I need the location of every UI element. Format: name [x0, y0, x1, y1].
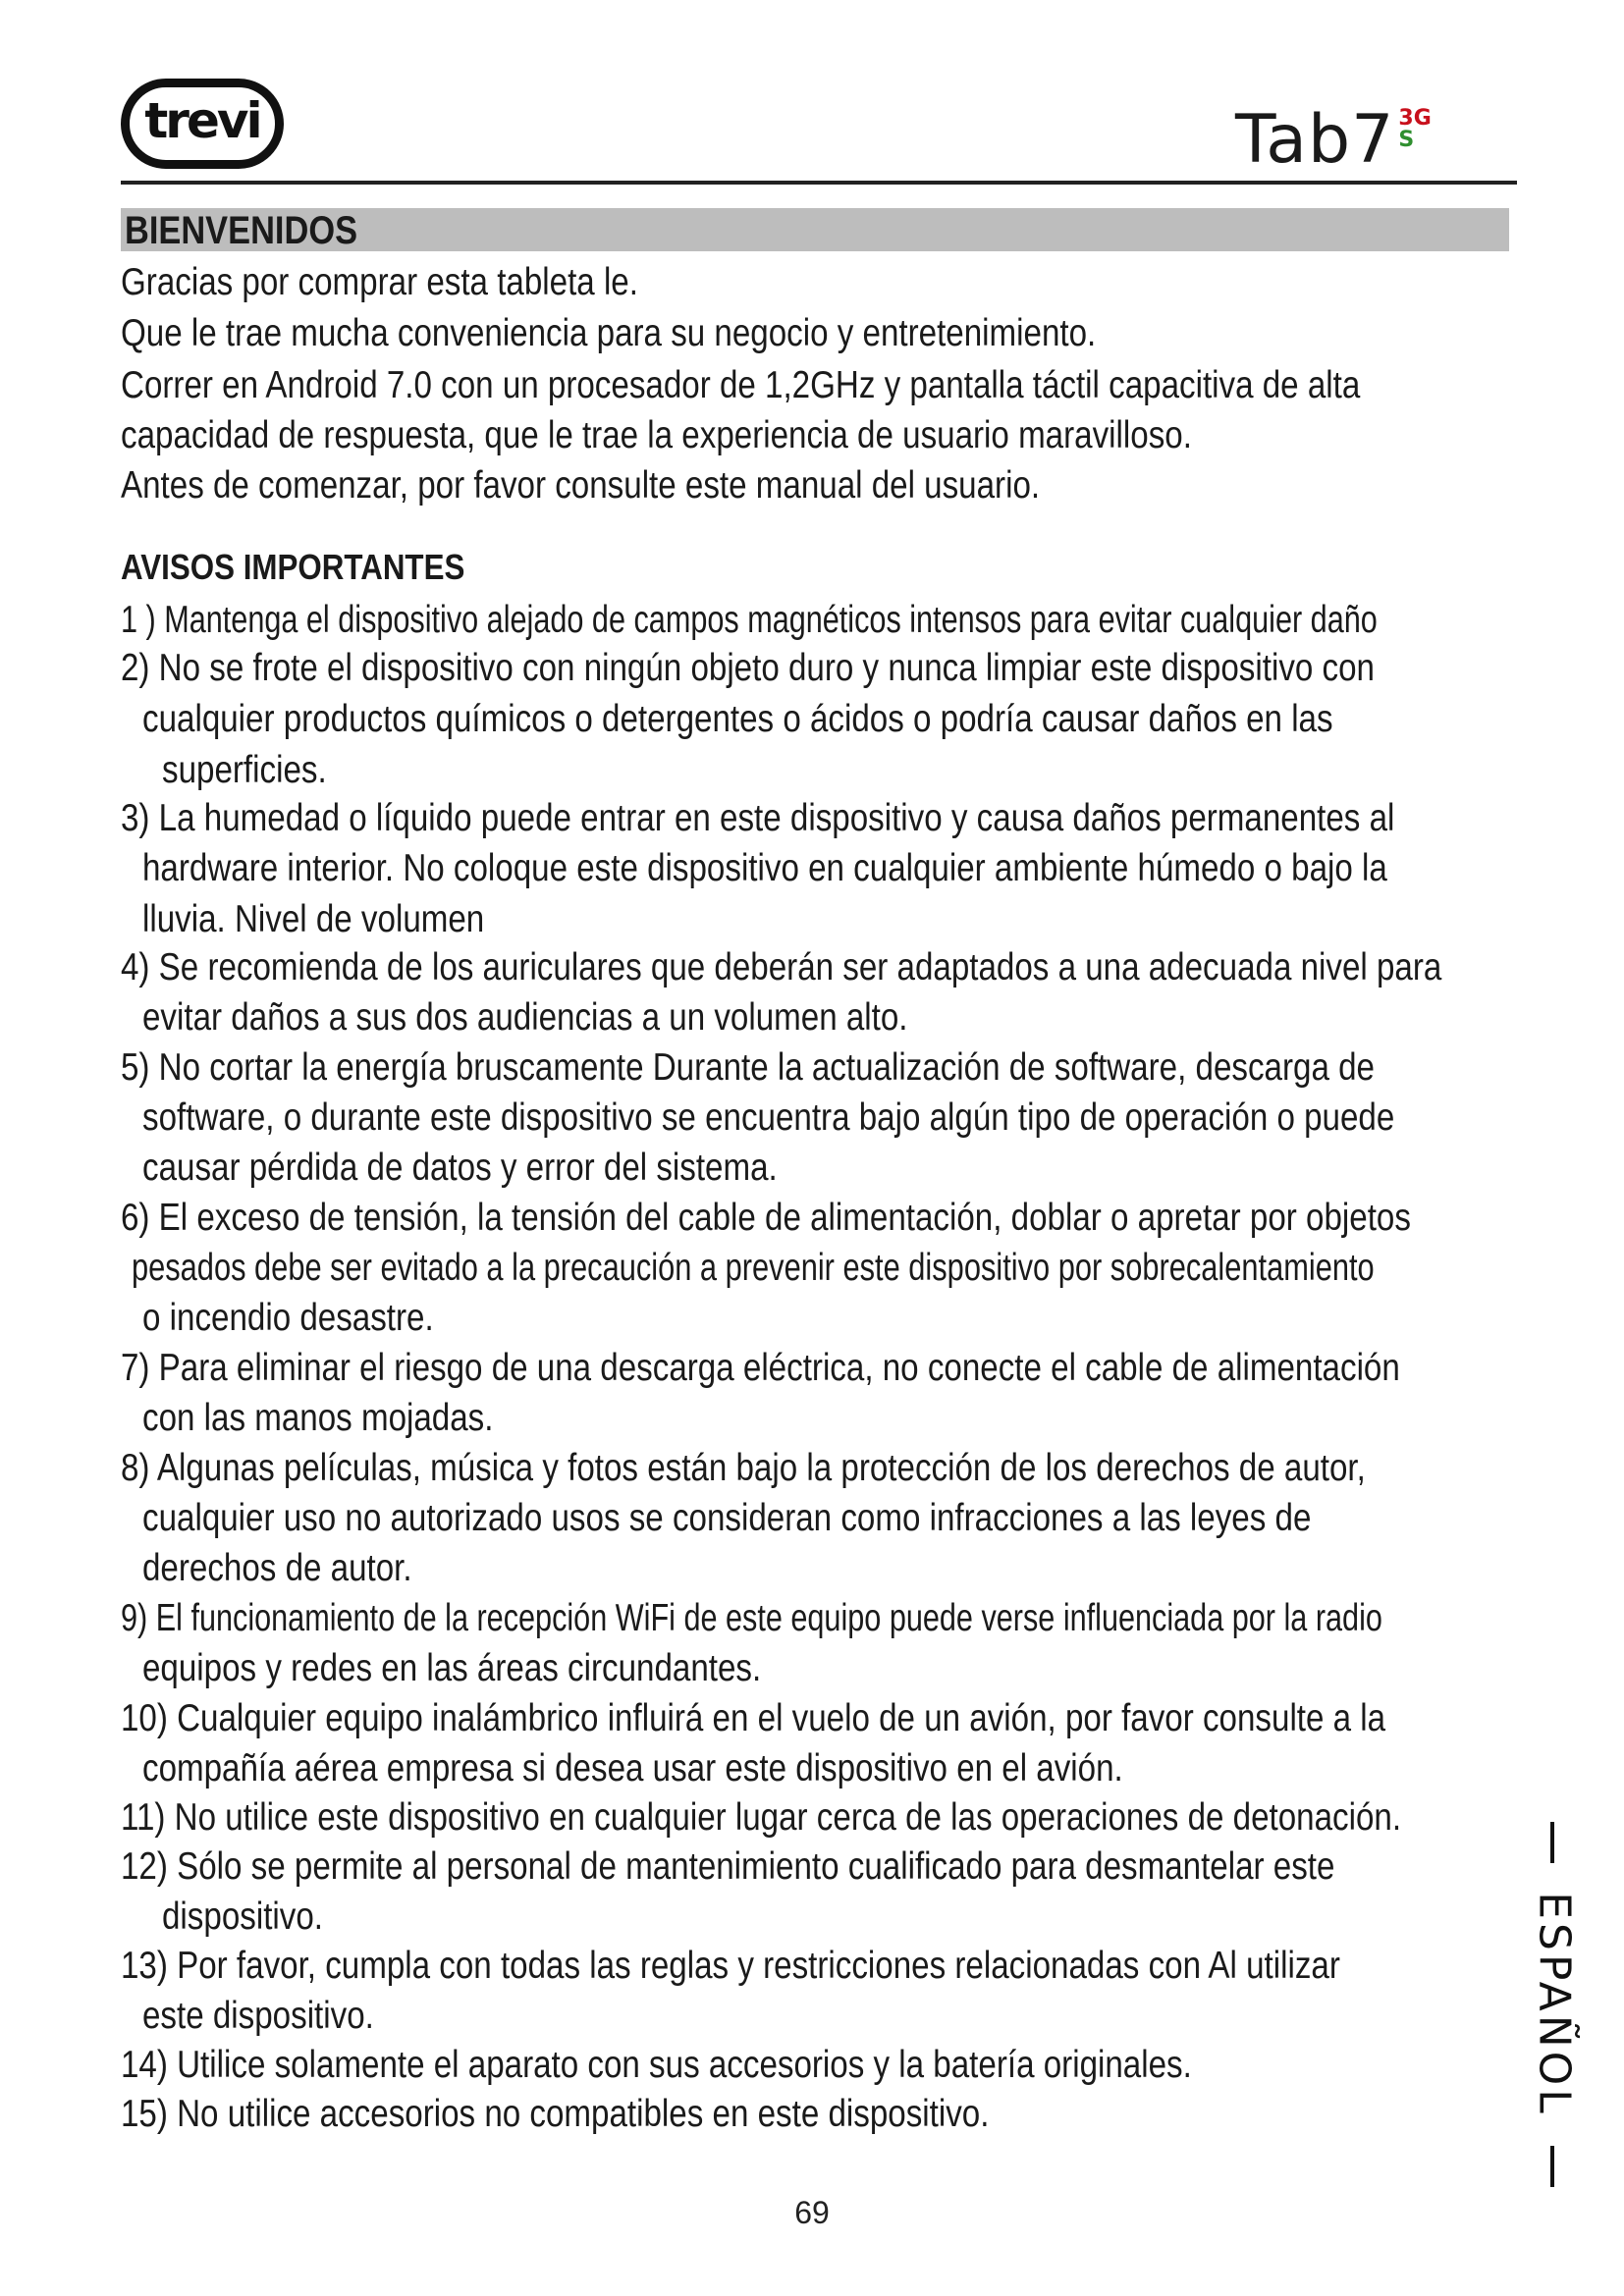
- notice-line: equipos y redes en las áreas circundantes.: [142, 1647, 762, 1689]
- notice-line: derechos de autor.: [142, 1547, 412, 1589]
- notice-line: software, o durante este dispositivo se encuentra bajo algún tipo de operación o puede: [142, 1096, 1395, 1139]
- intro-line: Que le trae mucha conveniencia para su negocio y entretenimiento.: [121, 312, 1097, 354]
- model-name: Tab7: [1235, 101, 1395, 179]
- side-tab-label: ESPAÑOL: [1529, 1892, 1580, 2117]
- notice-line: evitar daños a sus dos audiencias a un volumen alto.: [142, 996, 908, 1039]
- notice-line: 4) Se recomienda de los auriculares que deberán ser adaptados a una adecuada nivel para: [121, 946, 1442, 988]
- notice-line: 12) Sólo se permite al personal de mantenimiento cualificado para desmantelar este: [121, 1845, 1335, 1888]
- notice-line: 1 ) Mantenga el dispositivo alejado de campos magnéticos intensos para evitar cualquier daño: [121, 599, 1378, 641]
- page-number: 69: [794, 2195, 830, 2230]
- language-side-tab: [1527, 1822, 1586, 2187]
- badge-3g: 3G: [1398, 106, 1432, 131]
- notice-line: 2) No se frote el dispositivo con ningún objeto duro y nunca limpiar este dispositivo con: [121, 647, 1375, 689]
- notice-line: 7) Para eliminar el riesgo de una descarga eléctrica, no conecte el cable de alimentación: [121, 1347, 1400, 1389]
- notice-line: 6) El exceso de tensión, la tensión del cable de alimentación, doblar o apretar por objetos: [121, 1197, 1411, 1239]
- notice-line: o incendio desastre.: [142, 1297, 434, 1339]
- notice-line: causar pérdida de datos y error del sistema.: [142, 1147, 778, 1189]
- notice-line: 13) Por favor, cumpla con todas las reglas y restricciones relacionadas con Al utilizar: [121, 1945, 1340, 1987]
- intro-line: capacidad de respuesta, que le trae la experiencia de usuario maravilloso.: [121, 414, 1192, 456]
- badge-s: S: [1398, 128, 1415, 152]
- trevi-logo: [121, 79, 284, 169]
- side-tab-bottom-rule: [1550, 2146, 1554, 2187]
- notice-line: 10) Cualquier equipo inalámbrico influirá en el vuelo de un avión, por favor consulte a la: [121, 1697, 1386, 1739]
- notice-line: 14) Utilice solamente el aparato con sus accesorios y la batería originales.: [121, 2044, 1192, 2086]
- logo-text: trevi: [144, 92, 260, 149]
- section-title-bar: [121, 208, 1509, 251]
- notice-line: hardware interior. No coloque este dispositivo en cualquier ambiente húmedo o bajo la: [142, 847, 1387, 889]
- notice-line: dispositivo.: [162, 1896, 323, 1938]
- notice-line: superficies.: [162, 749, 327, 791]
- notice-line: pesados debe ser evitado a la precaución a prevenir este dispositivo por sobrecalentamiento: [132, 1247, 1375, 1289]
- notice-line: 8) Algunas películas, música y fotos están bajo la protección de los derechos de autor,: [121, 1447, 1366, 1489]
- notice-line: 15) No utilice accesorios no compatibles en este dispositivo.: [121, 2093, 990, 2135]
- notice-line: 5) No cortar la energía bruscamente Durante la actualización de software, descarga de: [121, 1046, 1375, 1089]
- notice-line: 3) La humedad o líquido puede entrar en este dispositivo y causa daños permanentes al: [121, 797, 1395, 839]
- notice-line: cualquier productos químicos o detergentes o ácidos o podría causar daños en las: [142, 698, 1333, 740]
- model-logo: [1235, 101, 1432, 179]
- intro-line: Gracias por comprar esta tableta le.: [121, 261, 638, 303]
- header-divider: [121, 181, 1517, 185]
- notice-line: compañía aérea empresa si desea usar este dispositivo en el avión.: [142, 1747, 1123, 1789]
- notices-heading: AVISOS IMPORTANTES: [121, 547, 465, 587]
- notice-line: 9) El funcionamiento de la recepción WiFi de este equipo puede verse influenciada por la radio: [121, 1597, 1382, 1639]
- intro-line: Antes de comenzar, por favor consulte este manual del usuario.: [121, 464, 1041, 507]
- notice-line: lluvia. Nivel de volumen: [142, 898, 485, 940]
- model-badge: [1398, 108, 1431, 151]
- intro-line: Correr en Android 7.0 con un procesador de 1,2GHz y pantalla táctil capacitiva de alta: [121, 364, 1361, 406]
- notice-line: 11) No utilice este dispositivo en cualquier lugar cerca de las operaciones de detonación.: [121, 1796, 1402, 1839]
- notice-line: este dispositivo.: [142, 1995, 374, 2037]
- section-title: BIENVENIDOS: [125, 209, 358, 252]
- notice-line: con las manos mojadas.: [142, 1397, 494, 1439]
- notice-line: cualquier uso no autorizado usos se consideran como infracciones a las leyes de: [142, 1497, 1312, 1539]
- side-tab-top-rule: [1550, 1822, 1554, 1863]
